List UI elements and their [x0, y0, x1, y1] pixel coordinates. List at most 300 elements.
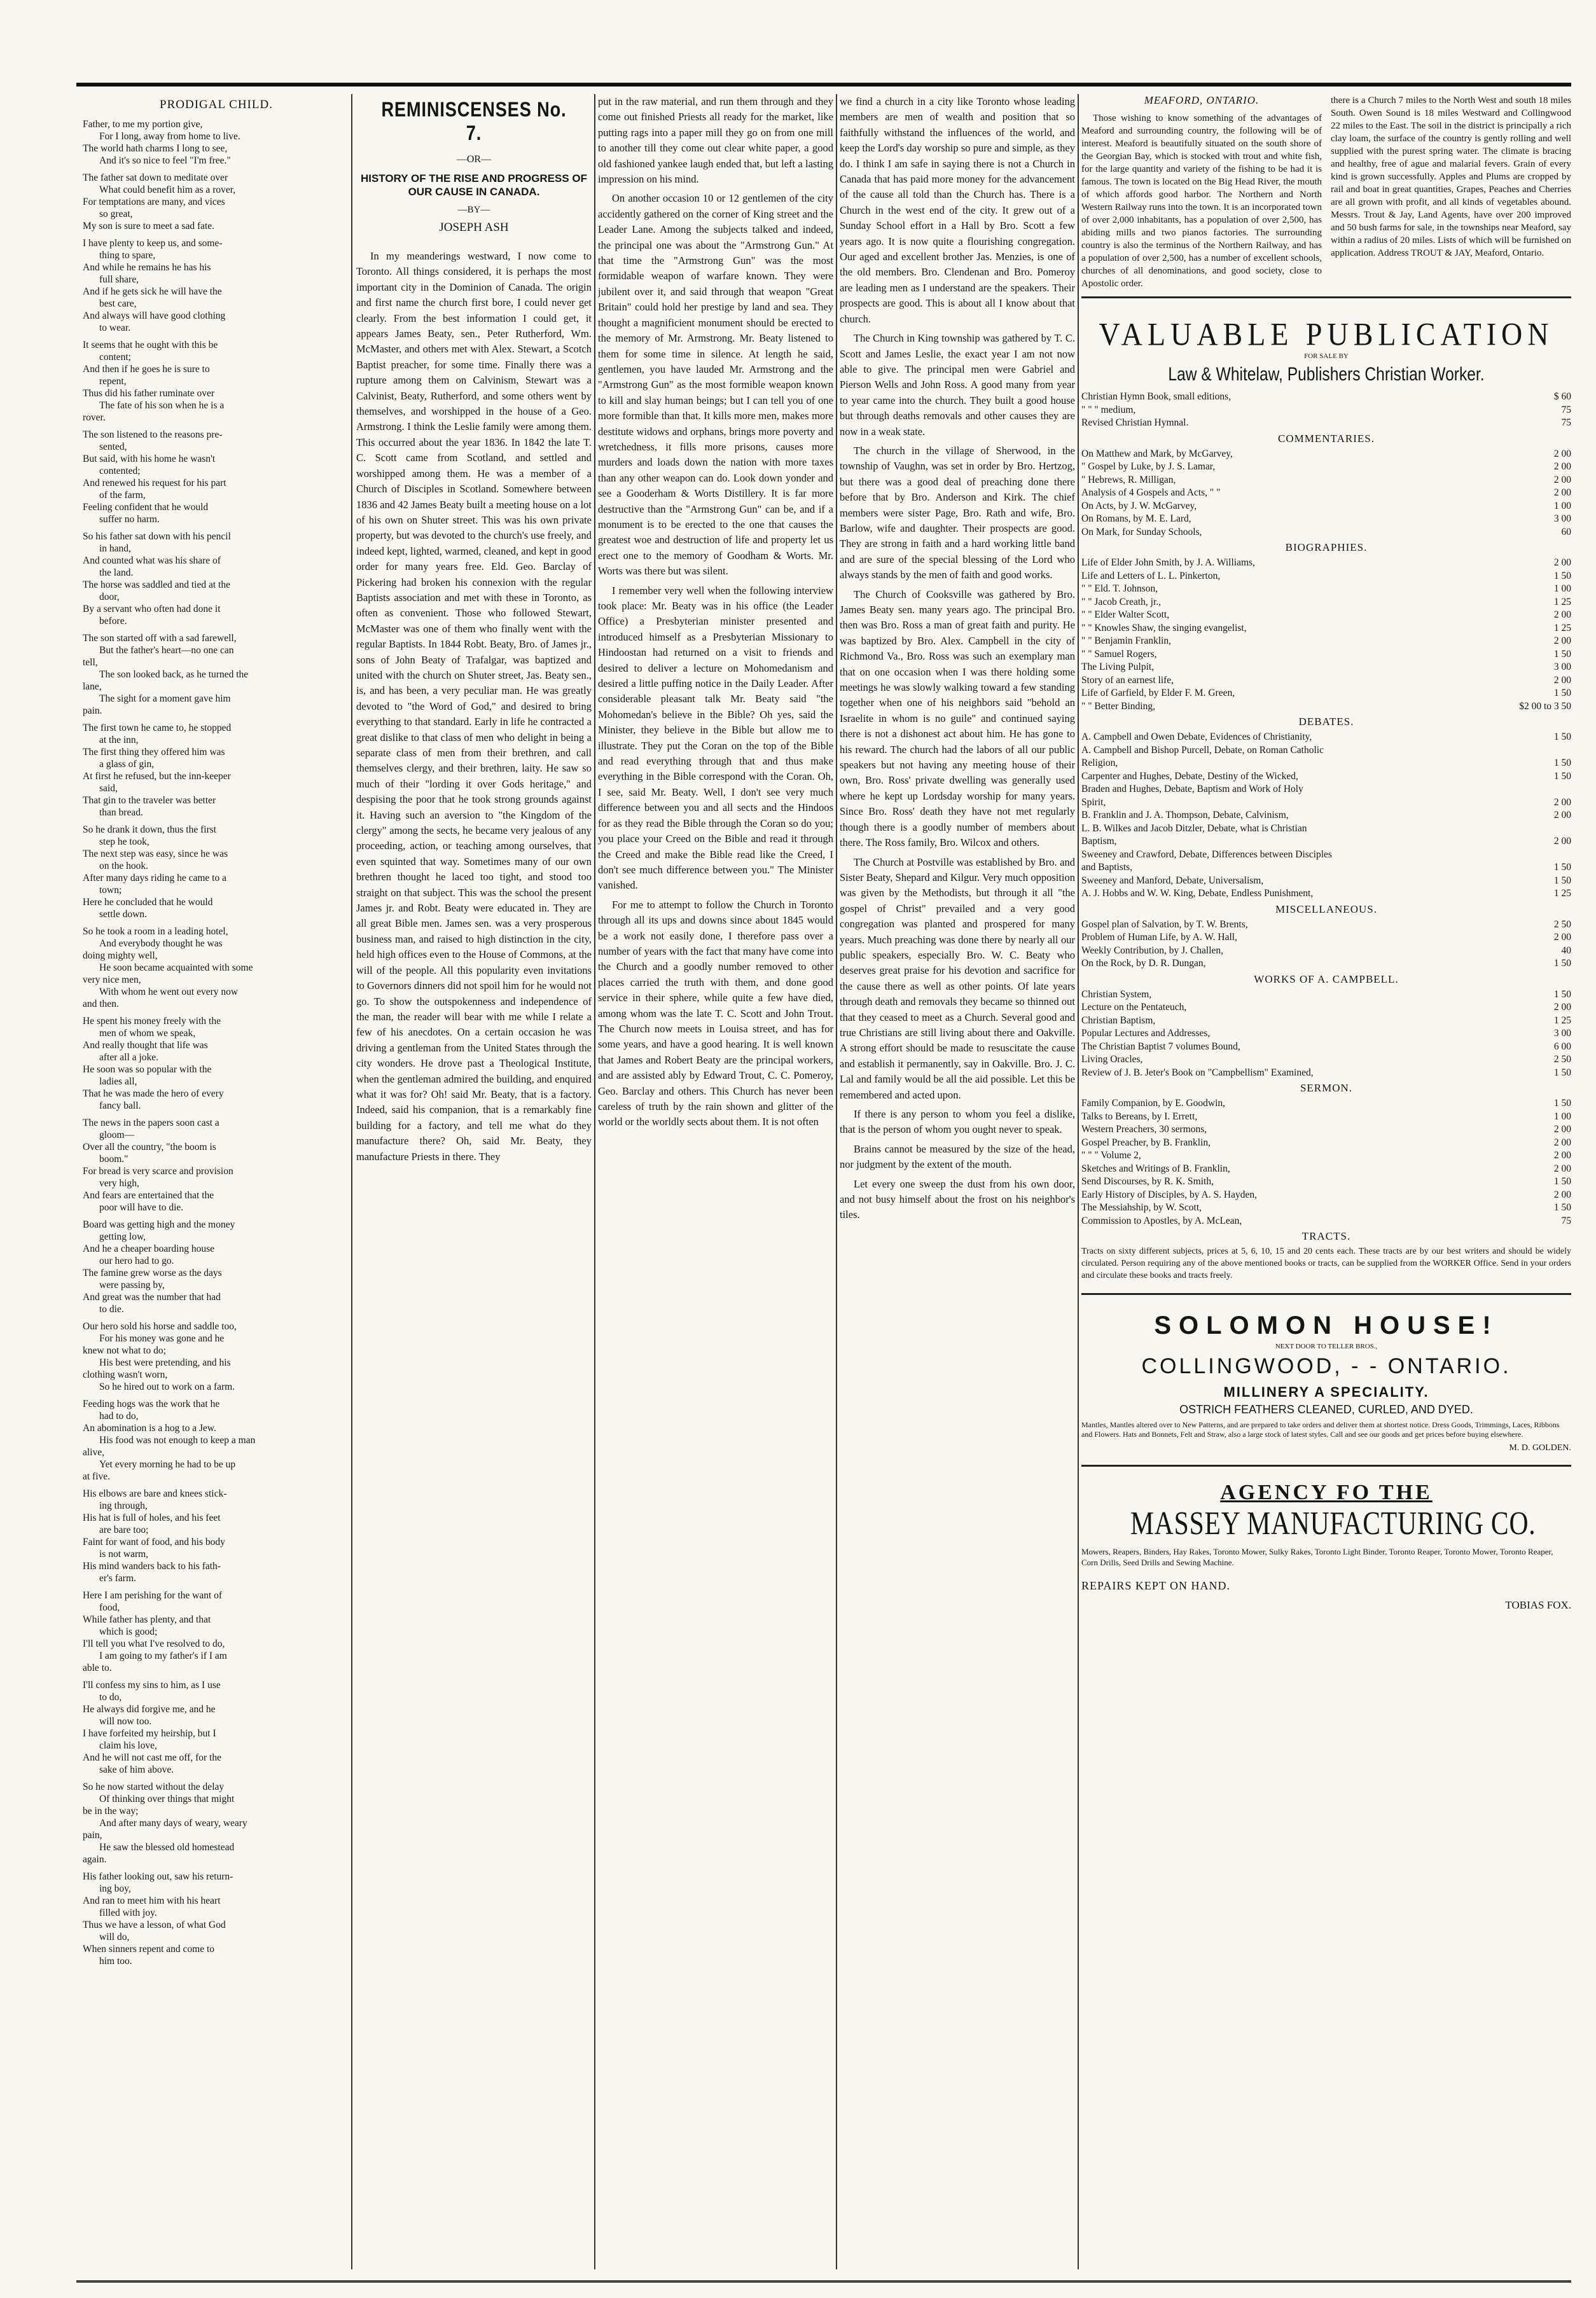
poem-line: full share, — [99, 274, 139, 285]
publication-item — [1081, 583, 1571, 596]
poem-line: His elbows are bare and knees stick- — [83, 1488, 227, 1499]
publication-item — [1081, 731, 1571, 744]
publication-item-title: " Hebrews, R. Milligan, — [1081, 474, 1176, 485]
stanza-gap — [83, 1315, 350, 1320]
article-author: JOSEPH ASH — [439, 221, 509, 234]
publication-item-price: 2 00 — [1553, 1189, 1571, 1200]
publication-section-heading: WORKS OF A. CAMPBELL. — [1254, 972, 1399, 985]
publication-item-price: 1 50 — [1553, 648, 1571, 660]
publication-item — [1081, 1149, 1571, 1163]
publication-item-title: " " " medium, — [1081, 404, 1136, 415]
publication-item — [1081, 404, 1571, 417]
publication-item — [1081, 988, 1571, 1002]
stanza-gap — [83, 334, 350, 339]
meaford-text-right: there is a Church 7 miles to the North West and south 18 miles South. Owen Sound is 18 miles Westward and Collingwood 22 miles to the East. The soil in the district is principally a rich clay loam, the surface of the country is gently rolling and well supplied with the purest spring water. The climate is bracing and healthy, free of ague and malarial fevers. Grain of every kind is grown successfully. Apples and Plums are cropped by rail and boat in great quantities, Grapes, Peaches and Cherries are all grown with profit, and all kinds of vegetables abound. Messrs. Trout & Jay, Land Agents, have over 200 improved and 50 bush farms for sale, in the townships near Meaford, say within a radius of 20 miles. Lists of which will be furnished on application. Address TROUT & JAY, Meaford, Ontario. — [1331, 95, 1571, 258]
publication-title: VALUABLE PUBLICATION — [1099, 316, 1554, 352]
publication-item-price: 2 00 — [1553, 1137, 1571, 1148]
stanza-gap — [83, 1010, 350, 1015]
publication-section-heading: MISCELLANEOUS. — [1275, 903, 1377, 915]
publication-item-title: " " Benjamin Franklin, — [1081, 635, 1171, 646]
article-paragraph: The Church at Postville was established by Bro. and Sister Beaty, Shepard and Kilgur. Very much opposition was given by the Methodists, but through it all "the gospel of Christ" prevailed and a very good congregation was planted and prospered for many years. Much preaching was done there by nearly all our public speakers, especially Bro. W. C. Beaty who deserves great praise for his devotion and sacrifice for the cause there as well as other points. Of late years through death and removals they became so thinned out that they ceased to meet as a Church. Several good and true Christians are still living about there and Oakville. A strong effort should be made to resuscitate the cause and establish it permanently, say in Oakville. Bro. J. C. Lal and family would be all the aid possible. Let this be remembered and acted upon. — [840, 855, 1075, 1101]
publication-item — [1081, 417, 1571, 430]
publication-item-title: Commission to Apostles, by A. McLean, — [1081, 1215, 1242, 1226]
article-title: REMINISCENSES No. 7. — [381, 98, 567, 144]
poem-line: His best were pretending, and his — [99, 1357, 231, 1368]
publication-item-price: 2 00 — [1553, 1124, 1571, 1135]
poem-body — [83, 118, 350, 1972]
publication-item — [1081, 918, 1571, 932]
poem-line: than bread. — [99, 807, 143, 818]
poem-line: pain. — [83, 705, 102, 716]
publication-item — [1081, 526, 1571, 539]
bottom-rule — [76, 2280, 1571, 2283]
stanza-gap — [83, 1674, 350, 1679]
publication-item-title: Christian Baptism, — [1081, 1014, 1156, 1026]
publication-item-price: $ 60 — [1553, 391, 1571, 402]
poem-line: His mind wanders back to his fath- — [83, 1561, 221, 1572]
tracts-text: Tracts on sixty different subjects, prices at 5, 6, 10, 15 and 20 cents each. These tracts are by our best writers and should be widely circulated. Person requiring any of the above mentioned books or tracts, can be supplied from the WORKER Office. Send in your orders and circulate these books and tracts freely. — [1081, 1247, 1571, 1280]
poem-line: Our hero sold his horse and saddle too, — [83, 1321, 237, 1332]
publication-item-title: Sketches and Writings of B. Franklin, — [1081, 1163, 1230, 1174]
publication-item — [1081, 460, 1571, 474]
publication-section-heading: COMMENTARIES. — [1278, 432, 1375, 445]
poem-line: before. — [99, 616, 127, 626]
poem-line: His hat is full of holes, and his feet — [83, 1512, 221, 1523]
publication-item-price: 2 00 — [1553, 609, 1571, 620]
publication-item — [1081, 661, 1571, 674]
article-paragraph: Let every one sweep the dust from his own door, and not busy himself about the frost on his neighbor's tiles. — [840, 1177, 1075, 1221]
article-paragraph: If there is any person to whom you feel a dislike, that is the person of whom you ought never to speak. — [840, 1108, 1075, 1136]
poem-line: And after many days of weary, weary — [99, 1818, 247, 1829]
poem-line: doing mighty well, — [83, 950, 158, 961]
poem-line: I am going to my father's if I am — [99, 1651, 227, 1661]
publication-item-price: 2 00 — [1553, 810, 1571, 820]
poem-line: And while he remains he has his — [83, 262, 211, 273]
publication-item-price: 2 00 — [1553, 1150, 1571, 1161]
publication-item — [1081, 822, 1571, 836]
poem-line: So he hired out to work on a farm. — [99, 1381, 235, 1392]
publication-item-price: 60 — [1561, 526, 1571, 537]
publication-item-title: " Gospel by Luke, by J. S. Lamar, — [1081, 461, 1216, 472]
poem-line: After many days riding he came to a — [83, 873, 226, 883]
publication-for-sale: FOR SALE BY — [1304, 352, 1349, 360]
poem-line: and then. — [83, 999, 119, 1009]
publication-item — [1081, 474, 1571, 487]
publication-item — [1081, 1111, 1571, 1124]
massey-agency: AGENCY FO THE — [1220, 1481, 1433, 1504]
publication-item-price: 2 00 — [1553, 487, 1571, 498]
meaford-title: MEAFORD, ONTARIO. — [1144, 94, 1259, 106]
publication-item — [1081, 1137, 1571, 1150]
poem-line: er's farm. — [99, 1573, 136, 1584]
poem-line: And he a cheaper boarding house — [83, 1243, 215, 1254]
publication-item-title: Religion, — [1081, 758, 1118, 768]
poem-line: And always will have good clothing — [83, 310, 226, 321]
stanza-gap — [83, 1967, 350, 1972]
publication-item — [1081, 391, 1571, 404]
publication-item-price: 1 50 — [1553, 862, 1571, 873]
publication-item-price: 2 00 — [1553, 836, 1571, 847]
reminiscenses-column-1 — [356, 94, 592, 2269]
publication-item-price — [1501, 848, 1571, 862]
massey-repairs: REPAIRS KEPT ON HAND. — [1081, 1579, 1231, 1592]
publication-item-title: Carpenter and Hughes, Debate, Destiny of the Wicked, — [1081, 770, 1298, 782]
poem-line: The sight for a moment gave him — [99, 693, 231, 704]
solomon-sub: NEXT DOOR TO TELLER BROS., — [1275, 1343, 1378, 1350]
poem-line: And great was the number that had — [83, 1292, 221, 1303]
publication-item — [1081, 1041, 1571, 1054]
publication-item-title: Gospel plan of Salvation, by T. W. Brents, — [1081, 918, 1248, 930]
publication-item-price — [1501, 783, 1571, 796]
article-paragraph: put in the raw material, and run them through and they come out finished Priests all ready for the market, like putting rags into a paper mill they go on from one mill to another till they come out clear white paper, a good old fashioned yankee laugh ended that, but left a lasting impression on his mind. — [598, 95, 833, 186]
poem-line: men of whom we speak, — [99, 1028, 196, 1039]
publication-item — [1081, 448, 1571, 461]
publication-item-price: 1 50 — [1553, 688, 1571, 698]
publication-item-price: 1 50 — [1553, 1176, 1571, 1187]
publication-item-price: 2 00 — [1553, 635, 1571, 646]
article-paragraph: In my meanderings westward, I now come to Toronto. All things considered, it is perhaps the most important city in the Dominion of Canada. The origin and first name the church first bore, I could never get clearly. From the best information I could get, it appears James Beaty, sen., Peter Rutherford, Wm. McMaster, and others met with Alex. Stewart, a Scotch Baptist preacher, for some time. Finally there was a rupture among them on Calvinism, Stewart was a Calvinist, Beaty, Rutherford, and some others went by themselves, and worshipped in the house of a Geo. Armstrong. I think the Leslie family were among them. This occurred about the year 1836. In 1842 the late T. C. Scott came from Scotland, and settled and worshipped among them. He was a member of a Church of Disciples in Scotland. Somewhere between 1836 and 42 James Beaty built a meeting house on a lot of his own on Shuter street. This was his own private property, but was devoted to the church's use freely, and indeed kept, lighted, warmed, cleaned, and kept in good order for many years free. Eld. Geo. Barclay of Pickering had broken his connexion with the regular Baptists association and met with these in Toronto, as often as convenient. Those who followed Stewart, McMaster was one of them who finally went with the regular Baptists. In 1844 Robt. Beaty, Bro. of James jr., sons of John Beaty of Trafalgar, was baptized and united with the church on Shuter street, Jas. Beaty sen., is, and has been, a very peculiar man. He was greatly devoted to "the Word of God," and desired to bring everything to that standard. Early in life he contracted a great dislike to that class of men who delight in being a separate class of men from their brethren, and call themselves clergy, and their brethren, laity. He saw so much of their "lording it over Gods heritage," and despising the poor that he took strong grounds against it. Having such an aversion to "the Kingdom of the clergy" among the sects, he became very jealous of any proceeding, action, or teaching among ourselves, that even squinted that way. Sometimes many of our own brethren thought he laced too tight, and stood too straight on that subject. This was the school the present James jr. and Robt. Beaty were educated in. They are all great Bible men. James sen. was a very prosperous business man, and raised to high distinction in the city, held high offices even to the House of Commons, at the will of the people. All this popularity even invitations to Governors dinners did not spoil him for he would not go. To show the outspokenness and independence of the man, the reader will bear with me while I relate a few of his anecdotes. On a certain occasion he was driving a gentleman from the United States through the city wonders. He drove past a Theological Institute, when the gentleman admired the building, and enquired what it was for? Oh! said Mr. Beaty, that is a factory. Indeed, said his companion, that is a remarkably fine building for a factory, and tell me what do they manufacture there? Oh, said Mr. Beaty, they manufacture Priests in there. They — [356, 250, 592, 1163]
poem-line: knew not what to do; — [83, 1345, 166, 1356]
poem-line: were passing by, — [99, 1280, 165, 1291]
publication-item — [1081, 635, 1571, 648]
poem-line: And ran to meet him with his heart — [83, 1895, 221, 1906]
publication-item-price: 1 50 — [1553, 875, 1571, 886]
poem-line: And renewed his request for his part — [83, 478, 226, 488]
publication-item-price: 1 50 — [1553, 758, 1571, 768]
stanza-gap — [83, 717, 350, 722]
article-paragraph: For me to attempt to follow the Church in Toronto through all its ups and downs since about 1845 would be a work not easily done, I therefore pass over a number of years with the fact that many have come into the Church and a goodly number removed to other places carried the truth with them, and done good service in their sphere, while quite a few have died, among whom was the late T. C. Scott and John Trout. The Church now meets in Louisa street, and has for some years, and have a good hearing. It is well known that James and Robert Beaty are the principal workers, and are assisted ably by Edward Trout, C. C. Pomeroy, Geo. Barclay and others. This Church has never been careless of truth by the rain shown and glitter of the world or the worldly sects about them. It is not often — [598, 898, 833, 1128]
publication-item — [1081, 770, 1571, 784]
publication-item-price: $2 00 to 3 50 — [1519, 700, 1571, 712]
poem-line: And counted what was his share of — [83, 555, 221, 566]
publication-item — [1081, 835, 1571, 848]
poem-line: For I long, away from home to live. — [99, 131, 240, 142]
publication-item — [1081, 945, 1571, 958]
poem-line: ing through, — [99, 1500, 148, 1511]
poem-line: gloom— — [99, 1130, 135, 1140]
poem-line: The famine grew worse as the days — [83, 1268, 222, 1278]
publication-item-price: 1 50 — [1553, 958, 1571, 969]
publication-item — [1081, 513, 1571, 526]
publication-item — [1081, 1123, 1571, 1137]
poem-title: PRODIGAL CHILD. — [160, 98, 273, 111]
poem-line: I have plenty to keep us, and some- — [83, 238, 223, 249]
publication-item-title: Weekly Contribution, by J. Challen, — [1081, 945, 1224, 956]
publication-item-title: A. Campbell and Bishop Purcell, Debate, on Roman Catholic — [1081, 744, 1324, 756]
publication-item — [1081, 1053, 1571, 1067]
publication-item — [1081, 1001, 1571, 1014]
publication-item-price: 3 00 — [1553, 1028, 1571, 1039]
publication-item — [1081, 1097, 1571, 1111]
poem-line: I'll tell you what I've resolved to do, — [83, 1638, 225, 1649]
poem-line: getting low, — [99, 1231, 146, 1242]
publication-item-title: " " Eld. T. Johnson, — [1081, 583, 1158, 594]
publication-item-title: " " Better Binding, — [1081, 700, 1155, 712]
meaford-text-left: Those wishing to know something of the advantages of Meaford and surrounding country, the following will be of interest. Meaford is beautifully situated on the south shore of the Georgian Bay, which is stocked with trout and white fish, for the large quantity and variety of the fishing to be had it is famous. The town is located on the Big Head River, the mouth of which affords good harbor. The Northern and North Western Railway runs into the town. It is an incorporated town of over 2,000 inhabitants, has a population of over 2,500, has abiding mills and two pianos factories. The surrounding country is also the terminus of the Northern Railway, and has a population of over 2,500, has a number of excellent schools, churches of all denominations, and good society, close to Apostolic order. — [1081, 113, 1322, 289]
poem-line: Here he concluded that he would — [83, 897, 213, 908]
publication-item-price: 3 00 — [1553, 661, 1571, 672]
publication-item-title: " " Samuel Rogers, — [1081, 648, 1157, 660]
stanza-gap — [83, 920, 350, 925]
publication-item — [1081, 1163, 1571, 1176]
publication-item — [1081, 931, 1571, 945]
poem-line: Father, to me my portion give, — [83, 119, 203, 130]
stanza-gap — [83, 627, 350, 632]
publication-item-price: 2 50 — [1553, 1054, 1571, 1065]
poem-line: At first he refused, but the inn-keeper — [83, 771, 231, 782]
poem-line: So he now started without the delay — [83, 1782, 225, 1792]
poem-line: of the farm, — [99, 490, 146, 501]
publication-item-price: 2 00 — [1553, 448, 1571, 459]
publication-item-price: 1 50 — [1553, 1202, 1571, 1213]
poem-line: repent, — [99, 376, 127, 387]
poem-line: He always did forgive me, and he — [83, 1704, 216, 1715]
article-or: —OR— — [456, 154, 492, 165]
article-paragraph: On another occasion 10 or 12 gentlemen of the city accidently gathered on the corner of King street and the Leader Lane. Among the subjects talked and indeed, the principal one was about the "Armstrong Gun." At that time the "Armstrong Gun" was the most formidable weapon of warfare known. They were jubilent over it, and said through that weapon "Great Britain" could hold her prestige by land and sea. They thought a magnificient monument should be erected to the memory of Mr. Armstrong. Mr. Beaty listened to them for some time in silence. At length he said, gentlemen, you have lauded Mr. Armstrong and the "Armstrong Gun" as the most formible weapon known to kill and slay human beings; but I can tell you of one more formible than that. It kills more men, makes more destitute widows and orphans, brings more poverty and wretchedness, it fills more prisons, causes more murders and loads down the nation with more taxes than any other weapon can do. Look down yonder and see a Gooderham & Worts Distillery. It is far more destructive than the "Armstrong Gun" can be, and if a monument is to be erected to the one that causes the greatest woe and destruction of life and property let us erect one to the memory of Goodham & Worts. Mr. Worts was there but was silent. — [598, 192, 833, 578]
poem-line: The fate of his son when he is a — [99, 400, 225, 411]
publication-item-title: Revised Christian Hymnal. — [1081, 417, 1189, 428]
poem-line: very nice men, — [83, 974, 141, 985]
poem-line: While father has plenty, and that — [83, 1614, 211, 1625]
poem-line: settle down. — [99, 909, 147, 920]
poem-line: at the inn, — [99, 735, 139, 745]
article-paragraph: The Church in King township was gathered by T. C. Scott and James Leslie, the exact year I am not now able to give. The principal men were Gabriel and Pierson Wells and John Ross. A good many from year to year came into the church. They built a good house but through deaths removals and other causes they are now in a weak state. — [840, 332, 1075, 438]
article-paragraph: The church in the village of Sherwood, in the township of Vaughn, was set in order by Bro. Hertzog, but there was a good deal of preaching done there before that by Bro. Anderson and Kirk. The chief members were sister Page, Bro. Rath and wife, Bro. Barlow, wife and daughter. Their prospects are good. They are strong in faith and a hard working little band and are sure of the special blessing of the Lord who always stands by the men of faith and good works. — [840, 444, 1075, 581]
massey-fine-print: Mowers, Reapers, Binders, Hay Rakes, Toronto Mower, Sulky Rakes, Toronto Light Binder, Toronto Reaper, Toronto Mower, Toronto Reaper, Corn Drills, Seed Drills and Sewing Machine. — [1081, 1547, 1553, 1567]
poem-line: And he will not cast me off, for the — [83, 1752, 221, 1763]
publication-item-price: 2 50 — [1553, 918, 1571, 930]
article-paragraph: we find a church in a city like Toronto whose leading members are men of wealth and position that so faithfully withstand the influences of the world, and keep the Lord's day worship so pure and simple, as they do. I think I am safe in saying there is not a Church in Canada that has paid more money for the advancement of the cause all told than the Church has. There is a Church in the west end of the city. It grew out of a Sunday School effort in a Hall by Bro. Scott a few years ago. It is now quite a flourishing congregation. Our aged and excellent brother Jas. Menzies, is one of the old members. Bro. Clendenan and Bro. Pomeroy are leading men as I understand are the speakers. Their prospects are good. This is about all I know about that church. — [840, 95, 1075, 325]
poem-line: But the father's heart—no one can — [99, 645, 234, 656]
publication-item-title: Baptism, — [1081, 836, 1117, 847]
publication-item-price: 2 00 — [1553, 461, 1571, 472]
publication-item-price: 75 — [1561, 404, 1571, 415]
poem-line: For bread is very scarce and provision — [83, 1166, 233, 1177]
poem-line: So his father sat down with his pencil — [83, 531, 231, 542]
poem-line: at five. — [83, 1471, 111, 1482]
publication-item-price: 2 00 — [1553, 796, 1571, 808]
massey-ad — [1081, 1465, 1571, 1612]
poem-line: Of thinking over things that might — [99, 1794, 235, 1804]
poem-line: The next step was easy, since he was — [83, 848, 228, 859]
publication-item-price: 1 50 — [1553, 1098, 1571, 1109]
poem-line: best care, — [99, 298, 137, 309]
publication-item-price: 1 50 — [1553, 570, 1571, 581]
poem-line: in hand, — [99, 543, 131, 554]
column-separator — [594, 94, 595, 2269]
poem-line: He soon was so popular with the — [83, 1064, 212, 1075]
poem-line: My son is sure to meet a sad fate. — [83, 221, 215, 232]
solomon-ostrich: OSTRICH FEATHERS CLEANED, CURLED, AND DYED. — [1179, 1403, 1473, 1416]
poem-line: sented, — [99, 441, 127, 452]
poem-line: alive, — [83, 1447, 104, 1458]
publication-item-title: Family Companion, by E. Goodwin, — [1081, 1098, 1226, 1109]
solomon-signature: M. D. GOLDEN. — [1509, 1443, 1571, 1453]
publication-item — [1081, 957, 1571, 971]
publication-item — [1081, 674, 1571, 688]
publication-item — [1081, 848, 1571, 862]
poem-line: He saw the blessed old homestead — [99, 1842, 235, 1853]
poem-line: And everybody thought he was — [99, 938, 223, 949]
poem-line: him too. — [99, 1956, 132, 1967]
article-paragraph: Brains cannot be measured by the size of the head, nor judgment by the extent of the mouth. — [840, 1142, 1075, 1171]
publication-item-price: 1 25 — [1553, 888, 1571, 899]
poem-line: And fears are entertained that the — [83, 1190, 214, 1201]
publication-list — [1081, 391, 1571, 1243]
publication-item-title: Braden and Hughes, Debate, Baptism and Work of Holy — [1081, 784, 1303, 794]
reminiscenses-column-2 — [598, 94, 833, 2269]
poem-line: And if he gets sick he will have the — [83, 286, 222, 297]
publication-item-title: " " Elder Walter Scott, — [1081, 609, 1170, 620]
stanza-gap — [83, 232, 350, 237]
publication-item — [1081, 783, 1571, 796]
stanza-gap — [83, 1584, 350, 1589]
publication-item-title: On the Rock, by D. R. Dungan, — [1081, 958, 1206, 969]
poem-line: I have forfeited my heirship, but I — [83, 1728, 216, 1739]
poem-line: fancy ball. — [99, 1100, 141, 1111]
stanza-gap — [83, 1865, 350, 1871]
solomon-title: SOLOMON HOUSE! — [1154, 1312, 1499, 1339]
solomon-fine-print: Mantles, Mantles altered over to New Patterns, and are prepared to take orders and deliver them at shortest notice. Dress Goods, Trimmings, Laces, Ribbons and Flowers. Hats and Bonnets, Felt and Straw, also a large stock of latest styles. Call and see our goods and get prices before buying elsewhere. — [1081, 1420, 1560, 1439]
stanza-gap — [83, 1776, 350, 1781]
publication-item-title: On Mark, for Sunday Schools, — [1081, 526, 1202, 537]
article-paragraph: The Church of Cooksville was gathered by Bro. James Beaty sen. many years ago. The principal Bro. then was Bro. Ross a man of great faith and purity. He was baptized by Bro. Alex. Campbell in the city of Richmond Va., Bro. Ross was such an exemplary man that on one occasion when I was there holding some meetings he was slowly walking toward a few standing together when one of his neighbors said "behold an Israelite in whom is no guile" and continued saying there is not a dishonest act about him. He has gone to his reward. The church had the labors of all our public speakers but not having any meeting house of their own, Bro. Ross' private dwelling was generally used where he kept up Lordsday worship for many years. Since Bro. Ross' death they have not met regularly though there is a goodly number of members about there. The Ross family, Bro. Wilcox and others. — [840, 588, 1075, 849]
publication-item-title: Send Discourses, by R. K. Smith, — [1081, 1176, 1214, 1187]
poem-line: ing boy, — [99, 1883, 131, 1894]
stanza-gap — [83, 424, 350, 429]
article-by: —BY— — [457, 205, 490, 215]
publication-item-title: Living Oracles, — [1081, 1054, 1143, 1065]
poem-line: He spent his money freely with the — [83, 1016, 221, 1027]
poem-line: Yet every morning he had to be up — [99, 1459, 236, 1470]
publication-item-title: Christian Hymn Book, small editions, — [1081, 391, 1232, 402]
poem-line: suffer no harm. — [99, 514, 160, 525]
publication-item-title: Gospel Preacher, by B. Franklin, — [1081, 1137, 1211, 1148]
poem-line: An abomination is a hog to a Jew. — [83, 1423, 216, 1434]
poem-line: claim his love, — [99, 1740, 157, 1751]
poem-line: step he took, — [99, 836, 149, 847]
column-separator — [836, 94, 837, 2269]
poem-line: For his money was gone and he — [99, 1333, 225, 1344]
article-paragraph: I remember very well when the following interview took place: Mr. Beaty was in his office (the Leader Office) a Presbyterian minister presented and introduced himself as a Presbyterian Missionary to Hindoostan had returned on a visit to friends and desired to deliver a lecture on Mohomedanism and desired a little puffing notice in the Daily Leader. After considerable pleasant talk Mr. Beaty said "the Mohomedan's believe in the Bible? Oh yes, said the Minister, they believe in the Bible but allow me to illustrate. They put the Coran on the top of the Bible and read everything through that and thus make everything in the Bible correspond with the Coran. Oh, I see, said Mr. Beaty. Well, I don't see very much difference between you and all sects and the Hindoos for as they read the Bible through the Coran so do you; you place your Creed on the Bible and read it through the Creed and make the Bible read like the Creed, I don't see much difference between you." The Minister vanished. — [598, 584, 833, 892]
poem-line: on the hook. — [99, 861, 149, 871]
poem-line: said, — [99, 783, 118, 794]
publication-item-price: 2 00 — [1553, 474, 1571, 485]
poem-line: are bare too; — [99, 1525, 149, 1535]
publication-item — [1081, 487, 1571, 500]
publication-item — [1081, 887, 1571, 901]
poem-line: Board was getting high and the money — [83, 1219, 235, 1230]
article-subtitle: HISTORY OF THE RISE AND PROGRESS OF OUR CAUSE IN CANADA. — [360, 172, 588, 198]
poem-line: But said, with his home he wasn't — [83, 453, 216, 464]
poem-line: He soon became acquainted with some — [99, 962, 253, 973]
publication-item — [1081, 796, 1571, 810]
publication-item-title: L. B. Wilkes and Jacob Ditzler, Debate, what is Christian — [1081, 822, 1307, 834]
poem-line: So he drank it down, thus the first — [83, 824, 217, 835]
poem-line: to die. — [99, 1304, 124, 1315]
publication-item — [1081, 861, 1571, 875]
meaford-ad — [1081, 94, 1571, 296]
poem-line: The horse was saddled and tied at the — [83, 579, 230, 590]
poem-line: will now too. — [99, 1716, 152, 1727]
publication-item-title: Spirit, — [1081, 796, 1106, 808]
publication-item — [1081, 1189, 1571, 1202]
stanza-gap — [83, 1112, 350, 1117]
publication-item-price — [1501, 744, 1571, 758]
poem-line: so great, — [99, 209, 133, 219]
publication-item-price: 75 — [1561, 1215, 1571, 1226]
publication-item — [1081, 1215, 1571, 1228]
publication-item — [1081, 1027, 1571, 1041]
publication-item-title: Western Preachers, 30 sermons, — [1081, 1124, 1207, 1135]
publication-item-price: 2 00 — [1553, 1002, 1571, 1013]
publication-publisher: Law & Whitelaw, Publishers Christian Worker. — [1168, 364, 1485, 385]
publication-item-price: 1 00 — [1553, 583, 1571, 594]
publication-item-title: The Christian Baptist 7 volumes Bound, — [1081, 1041, 1240, 1052]
poem-line: which is good; — [99, 1626, 158, 1637]
poem-line: Over all the country, "the boom is — [83, 1142, 216, 1152]
publication-item-price: 1 50 — [1553, 988, 1571, 1000]
column-separator — [1078, 94, 1079, 2269]
poem-line: I'll confess my sins to him, as I use — [83, 1680, 221, 1691]
poem-line: filled with joy. — [99, 1907, 157, 1918]
publication-item-title: Talks to Bereans, by I. Errett, — [1081, 1111, 1198, 1122]
poem-line: ladies all, — [99, 1076, 137, 1087]
poem-line: What could benefit him as a rover, — [99, 184, 236, 195]
publication-item-price: 2 00 — [1553, 557, 1571, 568]
advertisements-column — [1081, 94, 1571, 2269]
publication-item — [1081, 622, 1571, 635]
solomon-millinery: MILLINERY A SPECIALITY. — [1223, 1384, 1429, 1400]
publication-item-price: 6 00 — [1553, 1041, 1571, 1052]
poem-line: His father looking out, saw his return- — [83, 1871, 233, 1882]
publication-item — [1081, 1014, 1571, 1028]
publication-item-title: " " Knowles Shaw, the singing evangelist, — [1081, 622, 1247, 633]
poem-line: able to. — [83, 1663, 112, 1673]
poem-line: food, — [99, 1602, 120, 1613]
stanza-gap — [83, 1214, 350, 1219]
stanza-gap — [83, 525, 350, 530]
publication-item-price: 1 50 — [1553, 1067, 1571, 1078]
publication-item-title: On Romans, by M. E. Lard, — [1081, 513, 1191, 524]
publication-section-heading: DEBATES. — [1298, 716, 1354, 728]
publication-item-title: Sweeney and Crawford, Debate, Differences between Disciples — [1081, 848, 1332, 860]
publication-item-price: 1 25 — [1553, 1014, 1571, 1026]
poem-line: His food was not enough to keep a man — [99, 1435, 256, 1446]
poem-line: very high, — [99, 1178, 139, 1189]
publication-item-price: 2 00 — [1553, 1163, 1571, 1174]
poem-line: And really thought that life was — [83, 1040, 208, 1051]
publication-item-price: 1 25 — [1553, 596, 1571, 607]
publication-item-title: On Matthew and Mark, by McGarvey, — [1081, 448, 1233, 459]
poem-line: boom." — [99, 1154, 128, 1165]
poem-line: to do, — [99, 1692, 122, 1703]
publication-item-price: 1 00 — [1553, 1111, 1571, 1122]
publication-item-title: " " " Volume 2, — [1081, 1150, 1141, 1161]
publication-item-title: A. J. Hobbs and W. W. King, Debate, Endless Punishment, — [1081, 888, 1314, 899]
poem-line: pain, — [83, 1830, 102, 1841]
poem-line: is not warm, — [99, 1549, 149, 1560]
publication-item — [1081, 557, 1571, 570]
poem-line: Feeling confident that he would — [83, 502, 209, 513]
publication-section-heading: BIOGRAPHIES. — [1285, 541, 1368, 553]
ad-divider — [1081, 296, 1571, 298]
poem-column — [83, 94, 350, 2269]
poem-line: contented; — [99, 466, 141, 476]
publication-item — [1081, 757, 1571, 770]
publication-section-heading: SERMON. — [1300, 1082, 1353, 1094]
publication-item-price: 40 — [1561, 945, 1571, 956]
